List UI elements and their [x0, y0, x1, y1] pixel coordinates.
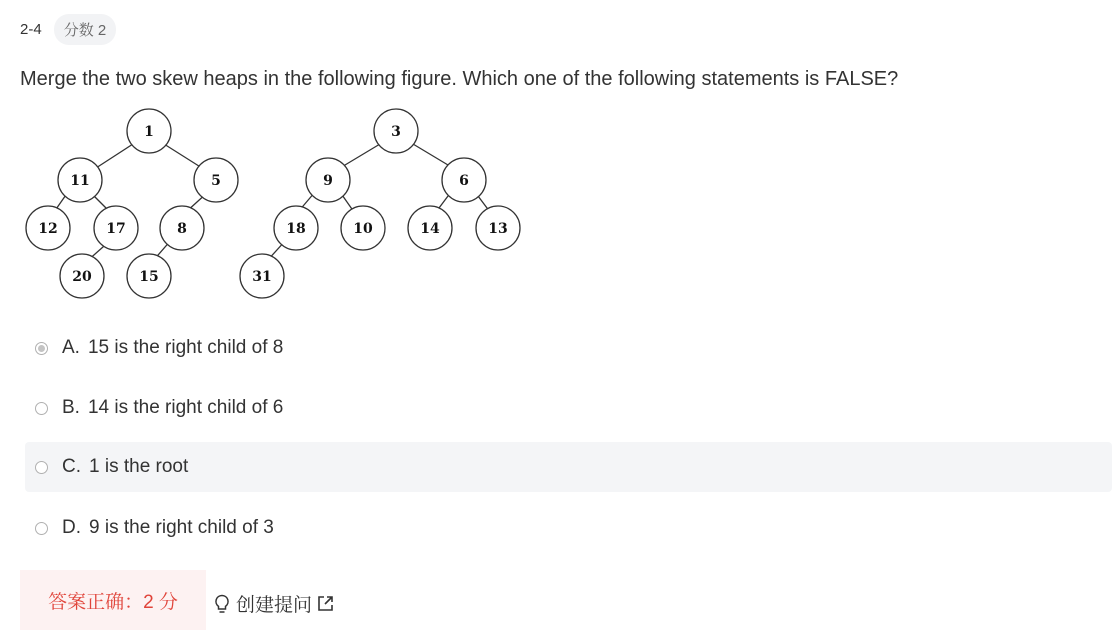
question-number: 2-4 [20, 20, 42, 38]
heap-node [442, 158, 486, 202]
heap-node [374, 109, 418, 153]
svg-text:31: 31 [252, 269, 272, 285]
svg-text:12: 12 [38, 221, 58, 237]
option-c[interactable] [25, 442, 1112, 492]
heap-node [274, 206, 318, 250]
question-text: Merge the two skew heaps in the following figure. Which one of the following statements is FALSE? [20, 68, 899, 90]
svg-text:15: 15 [139, 269, 159, 285]
option-text: 15 is the right child of 8 [87, 337, 284, 358]
option-letter: B. [62, 397, 80, 418]
create-question-button[interactable] [214, 590, 334, 617]
svg-text:8: 8 [177, 221, 187, 237]
answer-result-badge: 答案正确：2 分 [20, 570, 206, 630]
radio-button[interactable] [35, 461, 48, 474]
svg-text:20: 20 [72, 269, 92, 285]
option-text: 9 is the right child of 3 [89, 517, 274, 538]
svg-text:11: 11 [70, 173, 90, 189]
heap-node [476, 206, 520, 250]
heap-node [408, 206, 452, 250]
heap-node [306, 158, 350, 202]
option-text: 1 is the root [89, 456, 189, 477]
heap-node [127, 254, 171, 298]
option-a[interactable] [25, 323, 1112, 373]
radio-button[interactable] [35, 522, 48, 535]
option-text: 14 is the right child of 6 [87, 397, 284, 418]
heap-node [240, 254, 284, 298]
heap-2 [274, 109, 520, 250]
heap-node [127, 109, 171, 153]
skew-heaps-figure [20, 108, 530, 300]
option-d[interactable] [25, 503, 1112, 553]
option-letter: A. [62, 337, 80, 358]
heap-node [194, 158, 238, 202]
lightbulb-icon [214, 594, 230, 614]
option-b[interactable] [25, 383, 1112, 433]
radio-button-selected[interactable] [35, 342, 48, 355]
heap-node [26, 206, 70, 250]
svg-text:17: 17 [106, 221, 126, 237]
svg-text:6: 6 [459, 173, 469, 189]
svg-text:13: 13 [488, 221, 508, 237]
svg-text:14: 14 [420, 221, 440, 237]
svg-text:10: 10 [353, 221, 373, 237]
external-link-icon [317, 595, 334, 612]
svg-text:3: 3 [391, 124, 401, 140]
score-badge: 分数 2 [54, 14, 117, 45]
heap-node [341, 206, 385, 250]
question-header [20, 14, 116, 44]
svg-text:5: 5 [211, 173, 221, 189]
heap-node [60, 254, 104, 298]
svg-text:9: 9 [323, 173, 333, 189]
heap-node [94, 206, 138, 250]
create-question-label: 创建提问 [236, 595, 313, 616]
option-letter: C. [62, 456, 81, 477]
heap-1 [26, 109, 284, 298]
heap-node [160, 206, 204, 250]
svg-text:18: 18 [286, 221, 306, 237]
radio-button[interactable] [35, 402, 48, 415]
option-letter: D. [62, 517, 81, 538]
heap-node [58, 158, 102, 202]
svg-text:1: 1 [144, 124, 154, 140]
